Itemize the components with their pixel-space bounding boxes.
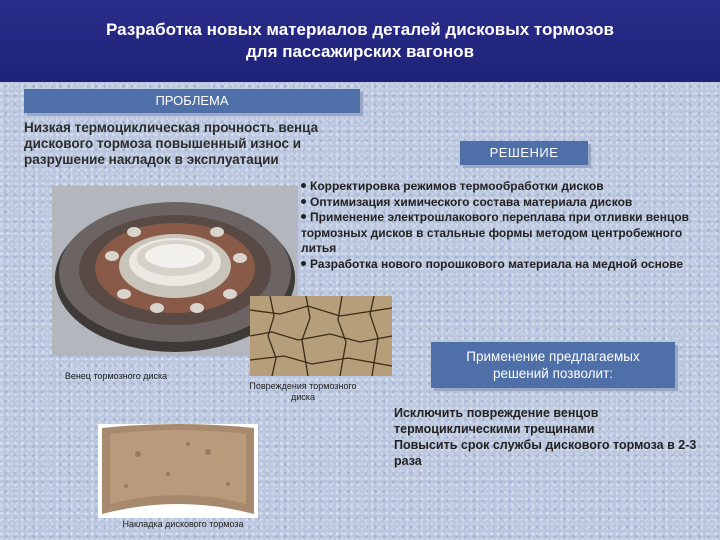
title-line-1: Разработка новых материалов деталей дисковых тормозов [106, 20, 614, 39]
solution-item-text: Разработка нового порошкового материала на медной основе [310, 256, 684, 271]
solution-item-text: Применение электрошлакового переплава при отливки венцов тормозных дисков в стальные формы методом центробежного литья [301, 210, 690, 255]
bullet-icon [301, 183, 306, 188]
bullet-icon [301, 214, 306, 219]
apply-line-1: Применение предлагаемых [466, 349, 640, 364]
title-line-2: для пассажирских вагонов [245, 42, 475, 61]
solution-item [301, 179, 711, 195]
title-bar [0, 0, 720, 82]
solution-list [301, 179, 711, 272]
solution-item-text: Корректировка режимов термообработки дисков [310, 179, 604, 193]
pad-caption: Накладка дискового тормоза [122, 519, 244, 529]
results-list [394, 405, 714, 469]
problem-label: ПРОБЛЕМА [24, 89, 360, 113]
apply-box [431, 342, 675, 388]
damage-caption: Повреждения тормозного диска [249, 381, 357, 402]
apply-line-2: решений позволит: [492, 366, 614, 381]
disc-damage-image [250, 296, 392, 376]
solution-label: РЕШЕНИЕ [460, 141, 588, 165]
bullet-icon [301, 261, 306, 266]
result-item: Исключить повреждение венцов термоциклическими трещинами [394, 406, 599, 436]
solution-item-text: Оптимизация химического состава материала дисков [310, 194, 633, 209]
bullet-icon [301, 199, 306, 204]
brake-pad-image [98, 424, 258, 518]
solution-item [301, 195, 711, 211]
disc-caption: Венец тормозного диска [64, 371, 168, 381]
solution-item [301, 210, 711, 257]
result-item: Повысить срок службы дискового тормоза в 2-3 раза [394, 438, 697, 468]
solution-item [301, 257, 711, 273]
problem-text: Низкая термоциклическая прочность венца дискового тормоза повышенный износ и разрушение накладок в эксплуатации [24, 120, 319, 167]
